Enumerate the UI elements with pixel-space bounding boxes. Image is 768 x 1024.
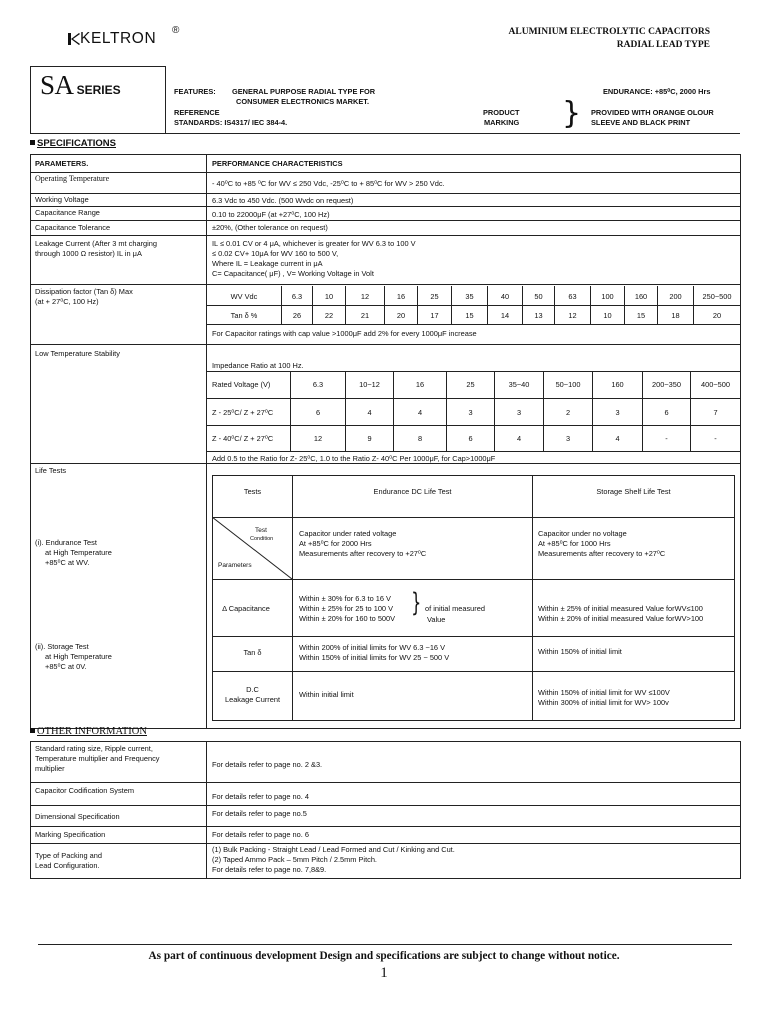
lts-z40-cell: 8	[417, 434, 423, 443]
lts-z40-cell: 6	[468, 434, 473, 443]
tan-value-cell: 20	[396, 311, 406, 320]
delta-cap-endurance-side-1: of initial measured	[425, 604, 485, 613]
endurance-text: ENDURANCE: +85⁰C, 2000 Hrs	[603, 87, 711, 96]
other-row5-value-3: For details refer to page no. 7,8&9.	[212, 865, 327, 874]
lts-rated-cell: 10~12	[359, 380, 380, 389]
working-voltage-label: Working Voltage	[35, 195, 89, 204]
other-row1-value: For details refer to page no. 2 &3.	[212, 760, 323, 769]
dc-leakage-label-1: D.C	[246, 685, 259, 694]
cap-tolerance-value: ±20%, (Other tolerance on request)	[212, 223, 328, 232]
page-number: 1	[380, 965, 388, 981]
life-tests-head: Tests	[243, 487, 262, 496]
marking-text-1: PROVIDED WITH ORANGE OLOUR	[591, 108, 714, 117]
lts-z40-cell: 3	[565, 434, 571, 443]
features-label: FEATURES:	[174, 87, 216, 96]
tan-wv-cell: 63	[568, 292, 577, 301]
tan-wv-cell: 160	[634, 292, 648, 301]
other-row1-label-1: Standard rating size, Ripple current,	[35, 744, 153, 753]
storage-condition-2: At +85⁰C for 1000 Hrs	[538, 539, 611, 548]
lts-rated-cell: 6.3	[312, 380, 324, 389]
tan-wv-cell: 40	[500, 292, 510, 301]
other-row5-label-2: Lead Configuration.	[35, 861, 100, 870]
brand-name: KELTRON	[80, 30, 157, 47]
storage-test-3: +85⁰C at 0V.	[45, 662, 87, 671]
features-text-2: CONSUMER ELECTRONICS MARKET.	[236, 97, 370, 106]
reference-label-2: STANDARDS: IS4317/ IEC 384-4.	[174, 118, 288, 127]
delta-cap-endurance-side-2: Value	[427, 615, 446, 624]
endurance-test-2: at High Temperature	[45, 548, 112, 557]
life-storage-head: Storage Shelf Life Test	[596, 487, 671, 496]
lts-z25-cell: 2	[565, 408, 571, 417]
tan-wv-cell: 10	[324, 292, 334, 301]
tan-delta-endurance-1: Within 200% of initial limits for WV 6.3 ~16 V	[299, 643, 446, 652]
tan-wv-cell: 35	[465, 292, 474, 301]
leakage-label-2: through 1000 Ω resistor) IL in μA	[35, 249, 142, 258]
tan-value-cell: 12	[568, 311, 577, 320]
delta-cap-endurance-3: Within ± 20% for 160 to 500V	[299, 614, 396, 623]
tan-wv-cell: 200	[669, 292, 682, 301]
other-row4-value: For details refer to page no. 6	[212, 830, 309, 839]
diag-condition: Condition	[250, 536, 274, 542]
tan-value-cell: 18	[671, 311, 680, 320]
specifications-title: SPECIFICATIONS	[30, 138, 116, 149]
delta-cap-storage-2: Within ± 20% of initial measured Value forWV>100	[538, 614, 704, 623]
storage-condition-3: Measurements after recovery to +27⁰C	[538, 549, 666, 558]
tan-wv-cell: 6.3	[291, 292, 303, 301]
diag-parameters: Parameters	[218, 562, 252, 569]
series-word: SERIES	[76, 83, 121, 97]
dc-leakage-label-2: Leakage Current	[224, 695, 281, 704]
tan-wv-cell: 250~500	[702, 292, 732, 301]
life-endurance-head: Endurance DC Life Test	[373, 487, 452, 496]
lts-z25-cell: 7	[713, 408, 718, 417]
tan-delta-label: Tan δ	[243, 648, 262, 657]
keltron-mark-icon	[68, 33, 80, 45]
tan-value-cell: 21	[360, 311, 370, 320]
endurance-condition-1: Capacitor under rated voltage	[299, 529, 397, 538]
dc-leakage-storage-1: Within 150% of initial limit for WV ≤100V	[538, 688, 670, 697]
other-row1-label-3: multiplier	[35, 764, 65, 773]
storage-test-2: at High Temperature	[45, 652, 112, 661]
tan-value-cell: 15	[465, 311, 474, 320]
col-performance-head: PERFORMANCE CHARACTERISTICS	[212, 159, 343, 168]
lts-z25-cell: 4	[417, 408, 423, 417]
leakage-value-3: Where IL = Leakage current in μA	[212, 259, 323, 268]
square-bullet-icon	[30, 728, 35, 733]
cap-range-label: Capacitance Range	[35, 208, 100, 217]
life-tests-label: Life Tests	[35, 466, 67, 475]
lts-rated-cell: 25	[466, 380, 475, 389]
footer-rule	[38, 944, 732, 945]
tan-delta-endurance-2: Within 150% of initial limits for WV 25 ~ 500 V	[299, 653, 450, 662]
leakage-value-1: IL ≤ 0.01 CV or 4 μA, whichever is greater for WV 6.3 to 100 V	[212, 239, 416, 248]
other-row5-value-1: (1) Bulk Packing - Straight Lead / Lead Formed and Cut / Kinking and Cut.	[212, 845, 455, 854]
dissipation-label-2: (at + 27⁰C, 100 Hz)	[35, 297, 99, 306]
product-marking-label-2: MARKING	[484, 118, 520, 127]
reference-label-1: REFERENCE	[174, 108, 220, 117]
product-title-line-1: ALUMINIUM ELECTROLYTIC CAPACITORS	[508, 27, 710, 37]
operating-temp-label: Operating Temperature	[35, 174, 110, 183]
tan-value-cell: 10	[603, 311, 612, 320]
other-row5-label-1: Type of Packing and	[35, 851, 102, 860]
square-bullet-icon	[30, 140, 35, 145]
working-voltage-value: 6.3 Vdc to 450 Vdc. (500 Wvdc on request)	[212, 196, 354, 205]
lts-z25-label: Z - 25⁰C/ Z + 27⁰C	[212, 408, 274, 417]
endurance-test-3: +85⁰C at WV.	[45, 558, 90, 567]
lts-z25-cell: 6	[315, 408, 321, 417]
delta-cap-label: Δ Capacitance	[222, 604, 270, 613]
lts-rated-cell: 400~500	[701, 380, 730, 389]
diagonal-divider	[212, 517, 292, 579]
delta-cap-storage-1: Within ± 25% of initial measured Value forWV≤100	[538, 604, 703, 613]
tan-delta-storage: Within 150% of initial limit	[538, 647, 622, 656]
product-title-line-2: RADIAL LEAD TYPE	[616, 40, 710, 50]
storage-test-1: (ii). Storage Test	[35, 642, 89, 651]
other-row3-label: Dimensional Specification	[35, 812, 120, 821]
lts-z25-cell: 3	[468, 408, 473, 417]
lts-z40-cell: 4	[516, 434, 522, 443]
registered-mark: ®	[172, 25, 180, 36]
leakage-label-1: Leakage Current (After 3 mt charging	[35, 239, 158, 248]
tan-wv-cell: 12	[360, 292, 370, 301]
lts-z25-cell: 6	[664, 408, 669, 417]
tan-value-cell: 13	[534, 311, 543, 320]
lts-rated-cell: 160	[611, 380, 624, 389]
lts-rated-cell: 16	[415, 380, 425, 389]
lts-label: Low Temperature Stability	[35, 349, 120, 358]
tan-value-cell: 14	[500, 311, 510, 320]
lts-rated-cell: 35~40	[508, 380, 530, 389]
tan-value-cell: 22	[324, 311, 334, 320]
dc-leakage-endurance: Within initial limit	[299, 690, 354, 699]
diag-test: Test	[255, 527, 267, 534]
lts-z25-cell: 4	[367, 408, 372, 417]
lts-note: Add 0.5 to the Ratio for Z- 25⁰C, 1.0 to the Ratio Z- 40⁰C Per 1000μF, for Cap>1000μF	[212, 454, 496, 463]
footer-notice: As part of continuous development Design and specifications are subject to change without notice.	[148, 950, 620, 962]
storage-condition-1: Capacitor under no voltage	[538, 529, 627, 538]
lts-z40-cell: 4	[615, 434, 620, 443]
tan-value-cell: 26	[292, 311, 302, 320]
tan-note: For Capacitor ratings with cap value >1000μF add 2% for every 1000μF increase	[212, 329, 477, 338]
delta-cap-endurance-2: Within ± 25% for 25 to 100 V	[299, 604, 394, 613]
lts-z40-cell: 12	[313, 434, 323, 443]
tan-wv-cell: 25	[430, 292, 439, 301]
tan-value-cell: 20	[712, 311, 722, 320]
other-row3-value: For details refer to page no.5	[212, 809, 307, 818]
series-code: SA	[40, 70, 74, 100]
tan-wv-cell: 100	[601, 292, 614, 301]
other-row4-label: Marking Specification	[35, 830, 106, 839]
tan-value-cell: 15	[636, 311, 646, 320]
endurance-test-1: (i). Endurance Test	[35, 538, 97, 547]
other-row2-value: For details refer to page no. 4	[212, 792, 309, 801]
leakage-value-2: ≤ 0.02 CV+ 10μA for WV 160 to 500 V,	[212, 249, 339, 258]
other-row2-label: Capacitor Codification System	[35, 786, 134, 795]
delta-cap-endurance-1: Within ± 30% for 6.3 to 16 V	[299, 594, 391, 603]
brace-icon: }	[411, 588, 422, 618]
brace-icon: }	[562, 96, 582, 131]
lts-z40-cell: 9	[367, 434, 372, 443]
dc-leakage-storage-2: Within 300% of initial limit for WV> 100v	[538, 698, 669, 707]
lts-rated-cell: 200~350	[652, 380, 681, 389]
lts-z40-label: Z - 40⁰C/ Z + 27⁰C	[212, 434, 274, 443]
tan-wv-label: WV Vdc	[230, 292, 258, 301]
series-label	[40, 70, 121, 101]
lts-z40-cell: -	[665, 434, 668, 443]
lts-z25-cell: 3	[516, 408, 522, 417]
other-row1-label-2: Temperature multiplier and Frequency	[35, 754, 160, 763]
lts-rated-label: Rated Voltage (V)	[212, 380, 271, 389]
lts-z25-cell: 3	[615, 408, 620, 417]
lts-rated-cell: 50~100	[555, 380, 581, 389]
operating-temp-value: - 40⁰C to +85 ⁰C for WV ≤ 250 Vdc, -25⁰C to + 85⁰C for WV > 250 Vdc.	[212, 179, 445, 188]
dissipation-label-1: Dissipation factor (Tan δ) Max	[35, 287, 133, 296]
tan-wv-cell: 50	[534, 292, 543, 301]
other-info-title: OTHER INFORMATION	[30, 726, 147, 737]
tan-wv-cell: 16	[396, 292, 406, 301]
marking-text-2: SLEEVE AND BLACK PRINT	[591, 118, 691, 127]
endurance-condition-3: Measurements after recovery to +27⁰C	[299, 549, 427, 558]
product-marking-label-1: PRODUCT	[483, 108, 520, 117]
cap-range-value: 0.10 to 22000μF (at +27⁰C, 100 Hz)	[212, 210, 330, 219]
lts-title: Impedance Ratio at 100 Hz.	[212, 361, 304, 370]
leakage-value-4: C= Capacitance( μF) , V= Working Voltage in Volt	[212, 269, 374, 278]
tan-value-cell: 17	[430, 311, 439, 320]
tan-label: Tan δ %	[230, 311, 258, 320]
other-row5-value-2: (2) Taped Ammo Pack – 5mm Pitch / 2.5mm Pitch.	[212, 855, 377, 864]
endurance-condition-2: At +85⁰C for 2000 Hrs	[299, 539, 372, 548]
lts-z40-cell: -	[714, 434, 717, 443]
features-text-1: GENERAL PURPOSE RADIAL TYPE FOR	[232, 87, 376, 96]
cap-tolerance-label: Capacitance Tolerance	[35, 223, 111, 232]
col-parameters-head: PARAMETERS.	[35, 159, 89, 168]
